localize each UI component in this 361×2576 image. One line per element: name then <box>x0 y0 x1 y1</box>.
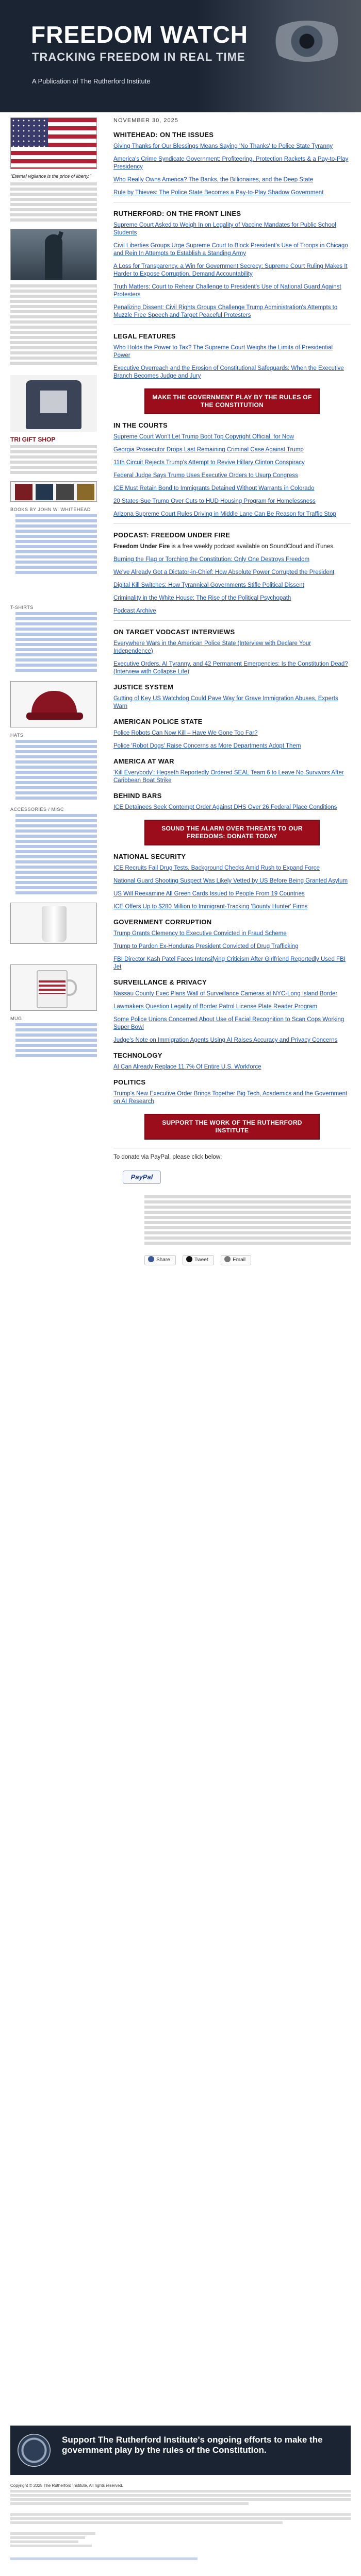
text-placeholder <box>144 1211 351 1214</box>
podcast-link[interactable]: Burning the Flag or Torching the Constitution: Only One Destroys Freedom <box>113 556 310 563</box>
text-placeholder <box>10 198 97 201</box>
text-placeholder <box>10 208 97 211</box>
link-placeholder[interactable] <box>15 750 97 753</box>
link-placeholder[interactable] <box>15 881 97 884</box>
share-button[interactable] <box>144 1255 176 1265</box>
article-link[interactable]: 11th Circuit Rejects Trump's Attempt to Revive Hillary Clinton Conspiracy <box>113 460 305 466</box>
facebook-icon <box>148 1256 154 1262</box>
text-placeholder <box>10 2490 351 2493</box>
books-list-placeholder <box>10 514 97 574</box>
link-placeholder[interactable] <box>15 653 97 656</box>
institute-seal-icon <box>18 2434 51 2467</box>
link-placeholder[interactable] <box>15 786 97 789</box>
article-link[interactable]: Supreme Court Asked to Weigh In on Legality of Vaccine Mandates for Public School Students <box>113 222 336 236</box>
spacer <box>10 2526 351 2531</box>
section-title: BEHIND BARS <box>113 792 162 800</box>
sidebar-about-placeholder <box>10 284 97 365</box>
article-link[interactable]: Who Holds the Power to Tax? The Supreme Court Weighs the Limits of Presidential Power <box>113 345 333 359</box>
text-placeholder <box>10 455 97 459</box>
email-button[interactable] <box>221 1255 251 1265</box>
interview-link[interactable]: Everywhere Wars in the American Police State (Interview with Declare Your Independence) <box>113 640 311 654</box>
text-placeholder <box>10 326 97 329</box>
section-title: AMERICA AT WAR <box>113 757 174 765</box>
text-placeholder <box>10 2532 95 2535</box>
text-placeholder <box>10 320 97 324</box>
podcast-link[interactable]: Digital Kill Switches: How Tyrannical Governments Stifle Political Dissent <box>113 582 304 588</box>
sidebar <box>10 117 97 1059</box>
copyright-text: Copyright © 2025 The Rutherford Institute, All rights reserved. <box>10 2483 123 2488</box>
link-placeholder[interactable] <box>15 860 97 863</box>
article-link[interactable]: Rule by Thieves: The Police State Becomes a Pay-to-Play Shadow Government <box>113 190 324 196</box>
email-label: Email <box>233 1257 246 1263</box>
text-placeholder <box>10 461 97 464</box>
article-link[interactable]: ICE Recruits Fail Drug Tests, Background Checks Amid Rush to Expand Force <box>113 865 320 871</box>
text-placeholder <box>10 466 97 469</box>
link-placeholder[interactable] <box>15 824 97 827</box>
link-placeholder[interactable] <box>15 776 97 779</box>
masthead-title: FREEDOM WATCH <box>31 21 249 48</box>
podcast-name: Freedom Under Fire <box>113 544 170 550</box>
paypal-button[interactable]: PayPal <box>123 1171 161 1184</box>
book-cover <box>77 484 94 500</box>
text-placeholder <box>10 300 97 303</box>
link-placeholder[interactable] <box>15 561 97 564</box>
article-link[interactable]: Gutting of Key US Watchdog Could Pave Way for Grave Immigration Abuses, Experts Warn <box>113 696 338 709</box>
section-title: ON TARGET VODCAST INTERVIEWS <box>113 628 235 636</box>
link-placeholder[interactable] <box>15 643 97 646</box>
article-link[interactable]: Truth Matters: Court to Rehear Challenge to President's Use of National Guard Against Protesters <box>113 284 341 298</box>
american-flag-image <box>10 117 97 169</box>
link-placeholder[interactable] <box>15 628 97 631</box>
article-link[interactable]: Trump's New Executive Order Brings Together Big Tech, Academics and the Government on AI Research <box>113 1091 348 1105</box>
footer-banner <box>10 2426 351 2475</box>
tumbler-image[interactable] <box>10 903 97 944</box>
text-placeholder <box>10 2540 78 2543</box>
section-police <box>113 718 351 750</box>
text-placeholder <box>10 362 97 365</box>
article-link[interactable]: Supreme Court Won't Let Trump Boot Top Copyright Official, for Now <box>113 434 294 440</box>
book-cover <box>36 484 53 500</box>
books-image[interactable] <box>10 481 97 502</box>
statue-of-liberty-image <box>10 229 97 280</box>
share-label: Share <box>156 1257 170 1263</box>
mug-flag-print <box>39 980 65 994</box>
article-link[interactable]: Judge's Note on Immigration Agents Using AI Raises Accuracy and Privacy Concerns <box>113 1037 338 1043</box>
text-placeholder <box>10 351 97 354</box>
text-placeholder <box>144 1242 351 1245</box>
text-placeholder <box>10 305 97 308</box>
text-placeholder <box>10 450 97 453</box>
text-placeholder <box>10 331 97 334</box>
mug-handle <box>67 979 77 996</box>
text-placeholder <box>144 1200 351 1204</box>
article-link[interactable]: Trump Grants Clemency to Executive Convicted in Fraud Scheme <box>113 930 287 937</box>
podcast-archive-link[interactable]: Podcast Archive <box>113 608 156 614</box>
text-placeholder <box>10 2513 351 2516</box>
link-placeholder[interactable] <box>15 819 97 822</box>
tweet-label: Tweet <box>194 1257 208 1263</box>
link-placeholder[interactable] <box>15 840 97 843</box>
podcast-desc-text: is a free weekly podcast available on SoundCloud and iTunes. <box>170 544 335 550</box>
section-vodcast <box>113 628 351 676</box>
text-placeholder <box>10 182 97 185</box>
link-placeholder[interactable] <box>15 796 97 800</box>
link-placeholder[interactable] <box>15 835 97 838</box>
link-placeholder[interactable] <box>15 535 97 538</box>
section-title: POLITICS <box>113 1078 146 1086</box>
section-title: SURVEILLANCE & PRIVACY <box>113 978 207 986</box>
section-podcast <box>113 531 351 615</box>
article-link[interactable]: Giving Thanks for Our Blessings Means Saying 'No Thanks' to Police State Tyranny <box>113 143 333 149</box>
link-placeholder[interactable] <box>15 755 97 758</box>
article-link[interactable]: Georgia Prosecutor Drops Last Remaining Criminal Case Against Trump <box>113 447 304 453</box>
article-link[interactable]: Executive Overreach and the Erosion of Constitutional Safeguards: When the Executive Branch Becomes Judge and Jury <box>113 365 344 379</box>
text-placeholder <box>10 2502 249 2505</box>
section-bars <box>113 792 351 811</box>
link-placeholder[interactable] <box>15 555 97 558</box>
accessories-label: ACCESSORIES / MISC <box>10 807 64 812</box>
section-title: JUSTICE SYSTEM <box>113 683 174 691</box>
article-link[interactable]: Civil Liberties Groups Urge Supreme Court to Block President's Use of Troops in Chicago and Rein In Attempts to Establish a Standing Army <box>113 243 348 257</box>
text-placeholder <box>10 315 97 318</box>
hat-crown <box>31 691 77 716</box>
text-placeholder <box>10 2498 351 2501</box>
article-link[interactable]: Police Robots Can Now Kill – Have We Gone Too Far? <box>113 730 258 736</box>
section-title: TECHNOLOGY <box>113 1052 162 1059</box>
section-rutherford <box>113 210 351 319</box>
link-placeholder[interactable] <box>15 886 97 889</box>
link-placeholder[interactable] <box>10 2557 198 2560</box>
link-placeholder[interactable] <box>15 876 97 879</box>
text-placeholder <box>10 346 97 349</box>
eye-graphic <box>268 21 346 62</box>
footer-banner-text: Support The Rutherford Institute's ongoing efforts to make the government play by the rules of the Constitution. <box>62 2435 323 2455</box>
link-placeholder[interactable] <box>15 566 97 569</box>
text-placeholder <box>144 1216 351 1219</box>
text-placeholder <box>10 218 97 222</box>
text-placeholder <box>10 445 97 448</box>
article-link[interactable]: US Will Reexamine All Green Cards Issued to People From 19 Countries <box>113 891 305 897</box>
link-placeholder[interactable] <box>15 648 97 651</box>
text-placeholder <box>10 310 97 313</box>
podcast-link[interactable]: Criminality in the White House: The Rise of the Political Psychopath <box>113 595 291 601</box>
gift-shop-title: TRI GIFT SHOP <box>10 436 56 443</box>
masthead-publication: A Publication of The Rutherford Institute <box>32 77 151 85</box>
link-placeholder[interactable] <box>15 1028 97 1031</box>
cta-banner-support[interactable]: SUPPORT THE WORK OF THE RUTHERFORD INSTITUTE <box>144 1114 320 1140</box>
text-placeholder <box>10 341 97 344</box>
text-placeholder <box>10 2536 85 2539</box>
main-column <box>113 117 351 1265</box>
section-politics <box>113 1078 351 1106</box>
shop-desc-placeholder <box>10 445 97 474</box>
link-placeholder[interactable] <box>15 1044 97 1047</box>
text-placeholder <box>10 471 97 474</box>
link-placeholder[interactable] <box>15 891 97 894</box>
article-link[interactable]: A Loss for Transparency, a Win for Government Secrecy: Supreme Court Ruling Makes It Harder to Expose Corruption, Demand Accountability <box>113 263 348 277</box>
section-title: IN THE COURTS <box>113 421 168 429</box>
link-placeholder[interactable] <box>15 850 97 853</box>
article-link[interactable]: Some Police Unions Concerned About Use of Facial Recognition to Scan Cops Working Super Bowl <box>113 1016 344 1030</box>
link-placeholder[interactable] <box>15 766 97 769</box>
hat-image[interactable] <box>10 681 97 727</box>
text-placeholder <box>10 336 97 339</box>
link-placeholder[interactable] <box>15 550 97 553</box>
article-link[interactable]: Trump to Pardon Ex-Honduras President Convicted of Drug Trafficking <box>113 943 299 950</box>
link-placeholder[interactable] <box>15 633 97 636</box>
link-placeholder[interactable] <box>15 571 97 574</box>
text-placeholder <box>10 203 97 206</box>
article-link[interactable]: Federal Judge Says Trump Uses Executive Orders to Usurp Congress <box>113 472 298 479</box>
divider <box>113 620 351 621</box>
spacer <box>10 2506 351 2512</box>
link-placeholder[interactable] <box>15 855 97 858</box>
podcast-link[interactable]: We've Already Got a Dictator-in-Chief: How Absolute Power Corrupted the President <box>113 569 335 575</box>
link-placeholder[interactable] <box>15 1049 97 1052</box>
section-title: PODCAST: FREEDOM UNDER FIRE <box>113 531 231 539</box>
link-placeholder[interactable] <box>15 1054 97 1057</box>
text-placeholder <box>144 1206 351 1209</box>
section-justice <box>113 683 351 710</box>
text-placeholder <box>144 1226 351 1229</box>
masthead-subtitle: TRACKING FREEDOM IN REAL TIME <box>32 50 245 63</box>
article-link[interactable]: ICE Detainees Seek Contempt Order Against DHS Over 26 Federal Place Conditions <box>113 804 337 810</box>
link-placeholder[interactable] <box>15 771 97 774</box>
spacer <box>10 2549 351 2556</box>
article-link[interactable]: Arizona Supreme Court Rules Driving in Middle Lane Can Be Reason for Traffic Stop <box>113 511 336 517</box>
section-title: NATIONAL SECURITY <box>113 853 186 860</box>
link-placeholder[interactable] <box>15 871 97 874</box>
footer-fine-print <box>10 2483 351 2562</box>
podcast-description <box>113 543 351 551</box>
link-placeholder[interactable] <box>15 519 97 522</box>
envelope-icon <box>224 1256 231 1262</box>
text-placeholder <box>144 1195 351 1198</box>
article-link[interactable]: 20 States Sue Trump Over Cuts to HUD Housing Program for Homelessness <box>113 498 316 504</box>
text-placeholder <box>10 2517 351 2520</box>
section-natsec <box>113 853 351 911</box>
article-link[interactable]: ICE Must Retain Bond to Immigrants Detained Without Warrants in Colorado <box>113 485 315 492</box>
divider <box>113 523 351 524</box>
sidebar-quote: "Eternal vigilance is the price of liberty." <box>10 174 91 179</box>
link-placeholder[interactable] <box>15 612 97 615</box>
link-placeholder[interactable] <box>15 622 97 625</box>
hats-list-placeholder <box>10 740 97 800</box>
tumbler-cup <box>42 906 67 942</box>
article-link[interactable]: National Guard Shooting Suspect Was Likely Vetted by US Before Being Granted Asylum <box>113 878 348 884</box>
text-placeholder <box>10 213 97 216</box>
link-placeholder[interactable] <box>15 845 97 848</box>
section-legal <box>113 332 351 380</box>
books-label: BOOKS BY JOHN W. WHITEHEAD <box>10 507 91 512</box>
link-placeholder[interactable] <box>15 545 97 548</box>
link-placeholder[interactable] <box>15 781 97 784</box>
text-placeholder <box>10 295 97 298</box>
link-placeholder[interactable] <box>15 664 97 667</box>
mug-list-placeholder <box>10 1023 97 1057</box>
book-cover <box>15 484 32 500</box>
section-whitehead <box>113 131 351 197</box>
article-link[interactable]: America's Crime Syndicate Government: Profiteering, Protection Rackets & a Pay-to-Play Presidency <box>113 156 349 170</box>
interview-link[interactable]: Executive Orders, AI Tyranny, and 42 Permanent Emergencies: Is the Constitution Dead? (Interview with Collapse Life) <box>113 661 348 675</box>
article-link[interactable]: Penalizing Dissent: Civil Rights Groups Challenge Trump Administration's Attempts to Muzzle Free Speech and Target Peaceful Protesters <box>113 304 338 318</box>
tshirt-print <box>40 391 67 413</box>
article-link[interactable]: AI Can Already Replace 11.7% Of Entire U.S. Workforce <box>113 1064 261 1070</box>
section-corruption <box>113 918 351 971</box>
article-link[interactable]: Nassau County Exec Plans Wall of Surveillance Cameras at NYC-Long Island Border <box>113 991 338 997</box>
link-placeholder[interactable] <box>15 829 97 833</box>
link-placeholder[interactable] <box>15 1039 97 1042</box>
text-placeholder <box>10 357 97 360</box>
link-placeholder[interactable] <box>15 658 97 662</box>
link-placeholder[interactable] <box>15 740 97 743</box>
sidebar-intro-placeholder <box>10 182 97 222</box>
flag-canton <box>11 118 48 147</box>
cta-banner-constitution[interactable]: MAKE THE GOVERNMENT PLAY BY THE RULES OF THE CONSTITUTION <box>144 388 320 414</box>
text-placeholder <box>10 2545 92 2547</box>
section-title: AMERICAN POLICE STATE <box>113 718 203 725</box>
text-placeholder <box>10 290 97 293</box>
article-link[interactable]: Police 'Robot Dogs' Raise Concerns as More Departments Adopt Them <box>113 743 301 749</box>
text-placeholder <box>10 188 97 191</box>
link-placeholder[interactable] <box>15 530 97 533</box>
article-link[interactable]: FBI Director Kash Patel Faces Intensifying Criticism After Girlfriend Reportedly Used FBI Jet <box>113 956 346 970</box>
section-title: LEGAL FEATURES <box>113 332 176 340</box>
section-title: RUTHERFORD: ON THE FRONT LINES <box>113 210 241 217</box>
text-placeholder <box>10 284 97 287</box>
accessories-list-placeholder <box>10 814 97 894</box>
link-placeholder[interactable] <box>15 745 97 748</box>
article-link[interactable]: Lawmakers Question Legality of Border Patrol License Plate Reader Program <box>113 1004 318 1010</box>
article-link[interactable]: Who Really Owns America? The Banks, the Billionaires, and the Deep State <box>113 177 314 183</box>
tshirts-label: T-SHIRTS <box>10 605 34 610</box>
article-link[interactable]: 'Kill Everybody': Hegseth Reportedly Ordered SEAL Team 6 to Leave No Survivors After Caribbean Boat Strike <box>113 770 344 784</box>
section-surveillance <box>113 978 351 1044</box>
cta-banner-donate[interactable]: SOUND THE ALARM OVER THREATS TO OUR FREEDOMS: DONATE TODAY <box>144 820 320 845</box>
tshirts-list-placeholder <box>10 612 97 672</box>
text-placeholder <box>144 1221 351 1224</box>
issue-date: NOVEMBER 30, 2025 <box>113 117 178 124</box>
section-war <box>113 757 351 785</box>
link-placeholder[interactable] <box>15 760 97 764</box>
link-placeholder[interactable] <box>15 617 97 620</box>
link-placeholder[interactable] <box>15 524 97 528</box>
share-row <box>144 1255 351 1265</box>
masthead <box>0 0 361 112</box>
link-placeholder[interactable] <box>15 669 97 672</box>
tshirt-image[interactable] <box>10 375 97 432</box>
text-placeholder <box>10 2521 283 2524</box>
text-placeholder <box>144 1231 351 1234</box>
donate-text: To donate via PayPal, please click below: <box>113 1154 222 1160</box>
link-placeholder[interactable] <box>15 814 97 817</box>
link-placeholder[interactable] <box>15 638 97 641</box>
text-placeholder <box>144 1236 351 1240</box>
mug-image[interactable] <box>10 964 97 1011</box>
book-cover <box>56 484 74 500</box>
link-placeholder[interactable] <box>15 1023 97 1026</box>
article-link[interactable]: ICE Offers Up to $280 Million to Immigrant-Tracking 'Bounty Hunter' Firms <box>113 904 308 910</box>
link-placeholder[interactable] <box>15 791 97 794</box>
link-placeholder[interactable] <box>15 1033 97 1037</box>
hats-label: HATS <box>10 733 24 738</box>
section-title: GOVERNMENT CORRUPTION <box>113 918 212 926</box>
text-placeholder <box>10 2494 351 2497</box>
mug-label: MUG <box>10 1016 22 1021</box>
section-tech <box>113 1052 351 1071</box>
link-placeholder[interactable] <box>15 866 97 869</box>
link-placeholder[interactable] <box>15 540 97 543</box>
text-placeholder <box>10 193 97 196</box>
link-placeholder[interactable] <box>15 514 97 517</box>
section-courts <box>113 421 351 518</box>
section-title: WHITEHEAD: ON THE ISSUES <box>113 131 214 139</box>
hat-brim <box>26 713 83 720</box>
tweet-button[interactable] <box>183 1255 214 1265</box>
x-icon <box>186 1256 192 1262</box>
about-block-placeholder <box>113 1195 351 1245</box>
